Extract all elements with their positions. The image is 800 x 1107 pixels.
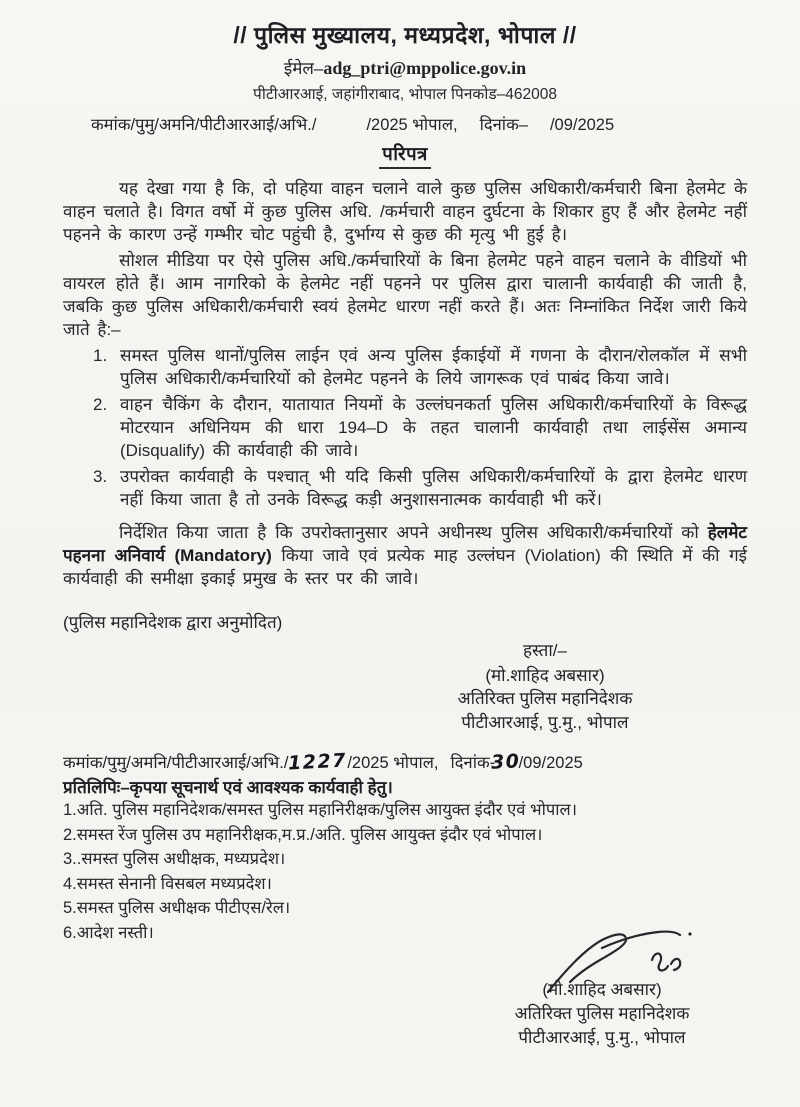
- signature-block-top: [405, 639, 685, 734]
- copy-to-heading: प्रतिलिपिः–कृपया सूचनार्थ एवं आवश्यक कार्यवाही हेतु।: [63, 778, 393, 797]
- signatory-designation: अतिरिक्त पुलिस महानिदेशक: [457, 689, 633, 708]
- signatory-designation: अतिरिक्त पुलिस महानिदेशक: [514, 1004, 690, 1023]
- directive-text: उपरोक्त कार्यवाही के पश्चात् भी यदि किसी पुलिस अधिकारी/कर्मचारियों के द्वारा हेलमेट धारण नहीं किया जाता है तो उनके विरूद्ध कड़ी अनुशासनात्मक कार्यवाही भी करें।: [120, 467, 747, 509]
- letterhead-title: // पुलिस मुख्यालय, मध्यप्रदेश, भोपाल //: [233, 22, 577, 48]
- closing-pre: निर्देशित किया जाता है कि उपरोक्तानुसार अपने अधीनस्थ पुलिस अधिकारी/कर्मचारियों को: [119, 523, 708, 542]
- reference-line-bottom: [63, 750, 747, 773]
- directive-number: 2.: [93, 395, 108, 414]
- paragraph-1: यह देखा गया है कि, दो पहिया वाहन चलाने वाले कुछ पुलिस अधिकारी/कर्मचारी बिना हेलमेट के वाहन चलाते है। विगत वर्षो में कुछ पुलिस अधि. /कर्मचारी वाहन दुर्घटना के शिकार हुए हैं और हेलमेट नहीं पहनने के कारण उन्हें गम्भीर चोट पहुंची है, दुर्भाग्य से कुछ की मृत्यु भी हुई है।: [63, 179, 747, 244]
- letterhead-address: पीटीआरआई, जहांगीराबाद, भोपाल पिनकोड–462008: [253, 86, 557, 103]
- copy-item: 4.समस्त सेनानी विसबल मध्यप्रदेश।: [63, 874, 272, 893]
- ref2-year: /2025 भोपाल,: [347, 754, 439, 772]
- paragraph-2: सोशल मीडिया पर ऐसे पुलिस अधि./कर्मचारियों के बिना हेलमेट पहने वाहन चलाने के वीडियों भी वायरल होते हैं। आम नागरिको के हेलमेट नहीं पहनने पर पुलिस द्वारा चालानी कार्यवाही की जाती है, जबकि कुछ पुलिस अधिकारी/कर्मचारी स्वयं हेलमेट धारण नहीं करते हैं। अतः निम्नांकित निर्देश जारी किये जाते है:–: [63, 251, 747, 339]
- reference-line-top: [91, 112, 747, 135]
- directive-number: 3.: [93, 467, 108, 486]
- handwritten-dispatch-number: 1227: [287, 749, 348, 775]
- copy-item: 3..समस्त पुलिस अधीक्षक, मध्यप्रदेश।: [63, 850, 286, 868]
- sd-label: हस्ता/–: [523, 641, 567, 660]
- doc-title: परिपत्र: [379, 141, 431, 169]
- signatory-name: (मो.शाहिद अबसार): [485, 665, 605, 685]
- ref2-date-label: दिनांक-: [450, 754, 496, 772]
- directives-list: [93, 344, 747, 511]
- closing-mandate-bold: हेलमेट पहनना अनिवार्य (Mandatory): [63, 523, 747, 565]
- signature-scribble: [540, 926, 710, 996]
- ref1-year: /2025 भोपाल,: [366, 116, 458, 134]
- signatory-office: पीटीआरआई, पु.मु., भोपाल: [518, 1028, 686, 1047]
- signatory-office: पीटीआरआई, पु.मु., भोपाल: [461, 712, 629, 732]
- doc-title-row: [63, 141, 747, 169]
- paragraph-closing: [63, 521, 747, 590]
- copy-item: 5.समस्त पुलिस अधीक्षक पीटीएस/रेल।: [63, 899, 291, 917]
- ref2-date: /09/2025: [518, 754, 583, 772]
- signatory-name: (मो.शाहिद अबसार): [542, 980, 662, 999]
- signature-block-bottom: [452, 978, 752, 1050]
- copy-item: 2.समस्त रेंज पुलिस उप महानिरीक्षक,म.प्र./अति. पुलिस आयुक्त इंदौर एवं भोपाल।: [63, 825, 543, 844]
- directive-item: [93, 344, 747, 390]
- directive-text: वाहन चैकिंग के दौरान, यातायात नियमों के उल्लंघनकर्ता पुलिस अधिकारी/कर्मचारियों के विरूद्ध मोटरयान अधिनियम की धारा 194–D के तहत चालानी कार्यवाही तथा लाईसेंस अमान्य (Disqualify) की कार्यवाही की जावे।: [120, 395, 747, 460]
- copy-item: 6.आदेश नस्ती।: [63, 923, 154, 942]
- copy-to-list: [63, 798, 747, 945]
- ref1-prefix: कमांक/पुमु/अमनि/पीटीआरआई/अभि./: [91, 116, 317, 134]
- directive-item: [93, 393, 747, 462]
- email-address: adg_ptri@mppolice.gov.in: [323, 58, 527, 78]
- ref1-date-label: दिनांक–: [479, 116, 528, 134]
- directive-number: 1.: [93, 346, 108, 365]
- copy-item: 1.अति. पुलिस महानिदेशक/समस्त पुलिस महानिरीक्षक/पुलिस आयुक्त इंदौर एवं भोपाल।: [63, 801, 577, 819]
- closing-post: किया जावे एवं प्रत्येक माह उल्लंघन (Violation) की स्थिति में की गई कार्यवाही की समीक्षा इकाई प्रमुख के स्तर पर की जावे।: [63, 546, 747, 588]
- letterhead-email-line: [63, 56, 747, 79]
- email-label: ईमेल–: [283, 59, 324, 78]
- ref2-prefix: कमांक/पुमु/अमनि/पीटीआरआई/अभि./: [63, 754, 289, 772]
- handwritten-day: 30: [490, 750, 522, 774]
- ref1-date: /09/2025: [549, 116, 615, 134]
- directive-item: [93, 465, 747, 511]
- approval-note: (पुलिस महानिदेशक द्वारा अनुमोदित): [63, 613, 283, 632]
- directive-text: समस्त पुलिस थानों/पुलिस लाईन एवं अन्य पुलिस ईकाईयों में गणना के दौरान/रोलकॉल में सभी पुलिस अधिकारी/कर्मचारियों को हेलमेट पहनने के लिये जागरूक एवं पाबंद किया जावे।: [120, 346, 747, 388]
